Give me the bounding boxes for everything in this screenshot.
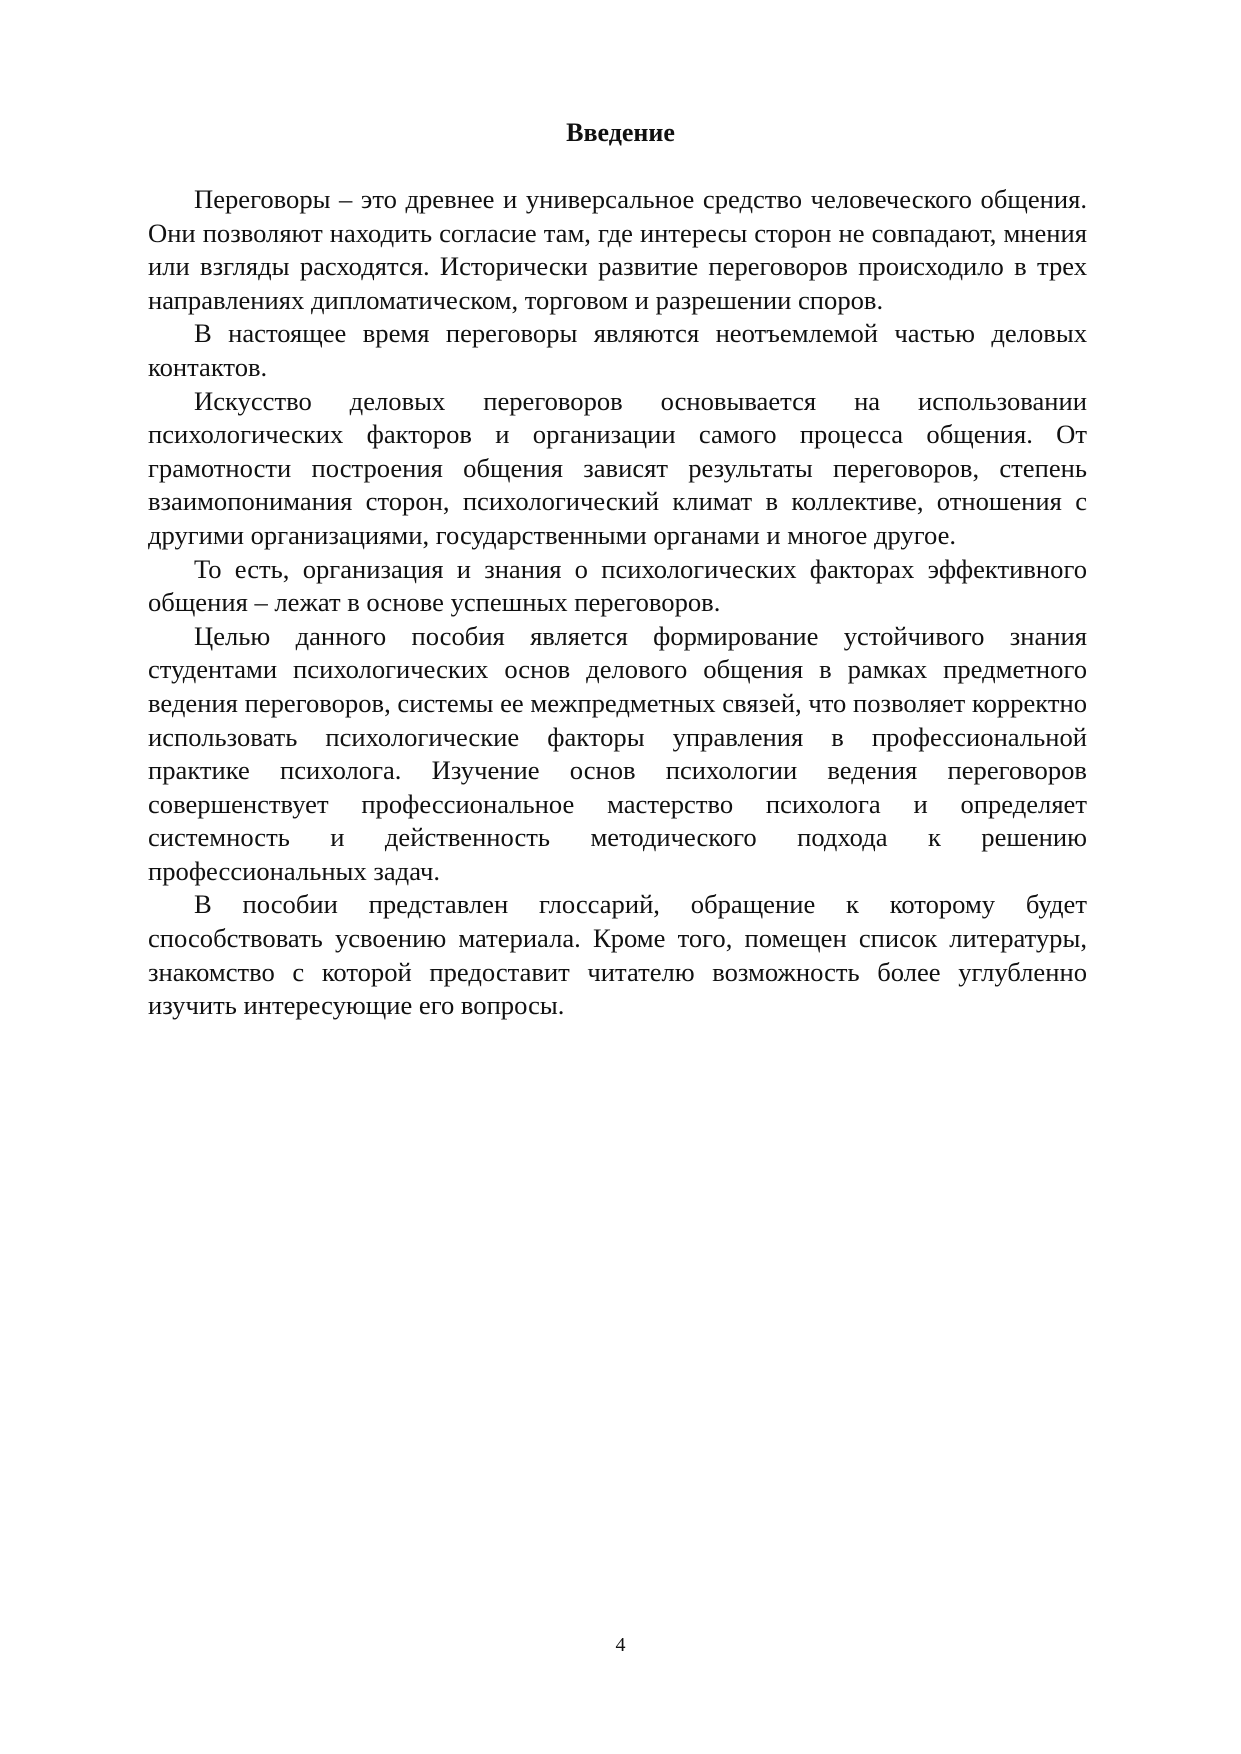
body-text xyxy=(148,183,1087,1023)
paragraph: В пособии представлен глоссарий, обращение к которому будет способствовать усвоению материала. Кроме того, помещен список литературы, знакомство с которой предоставит читателю возможность более углубленно изучить интересующие его вопросы. xyxy=(148,889,1087,1021)
paragraph: Искусство деловых переговоров основывается на использовании психологических факторов и организации самого процесса общения. От грамотности построения общения зависят результаты переговоров, степень взаимопонимания сторон, психологический климат в коллективе, отношения с другими организациями, государственными органами и многое другое. xyxy=(148,385,1087,550)
section-title: Введение xyxy=(566,118,675,147)
paragraph: Переговоры – это древнее и универсальное средство человеческого общения. Они позволяют находить согласие там, где интересы сторон не совпадают, мнения или взгляды расходятся. Исторически развитие переговоров происходило в трех направлениях дипломатическом, торговом и разрешении споров. xyxy=(148,184,1087,315)
paragraph: Целью данного пособия является формирование устойчивого знания студентами психологических основ делового общения в рамках предметного ведения переговоров, системы ее межпредметных связей, что позволяет корректно использовать психологические факторы управления в профессиональной практике психолога. Изучение основ психологии ведения переговоров совершенствует профессиональное мастерство психолога и определяет системность и действенность методического подхода к решению профессиональных задач. xyxy=(148,620,1087,886)
paragraph: В настоящее время переговоры являются неотъемлемой частью деловых контактов. xyxy=(148,318,1087,382)
paragraph: То есть, организация и знания о психологических факторах эффективного общения – лежат в основе успешных переговоров. xyxy=(148,553,1087,618)
page-number: 4 xyxy=(615,1634,626,1656)
